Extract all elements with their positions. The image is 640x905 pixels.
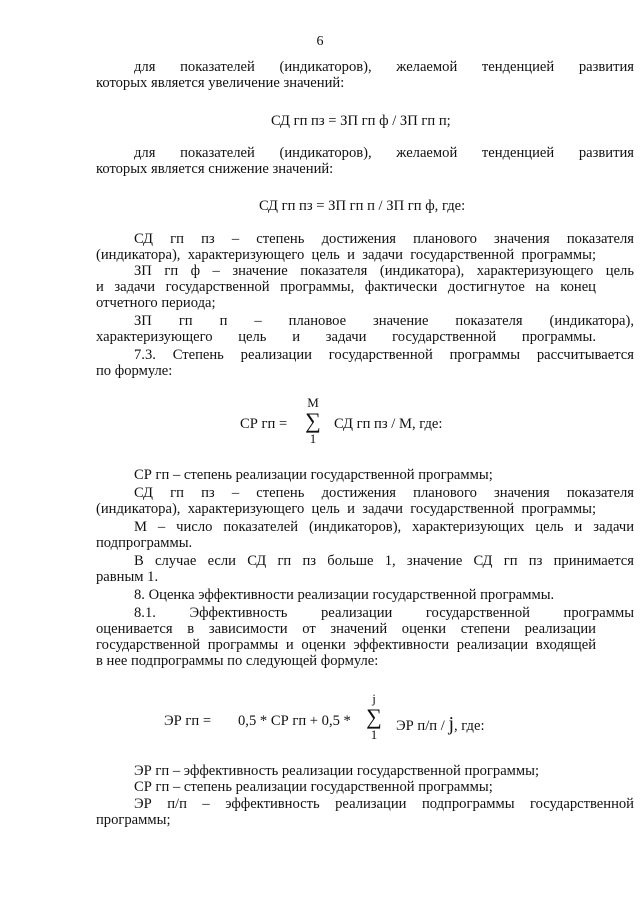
formula-sr-right: СД гп пз / М, где: [334,416,443,432]
paragraph-line: для показателей (индикаторов), желаемой тенденцией развития [134,59,634,75]
definition-line: СР гп – степень реализации государственной программы; [134,467,493,483]
formula-er-tail: , где: [454,718,485,734]
section-8-1-line: в нее подпрограммы по следующей формуле: [96,653,379,669]
definition-line: ЭР п/п – эффективность реализации подпрограммы государственной [134,796,634,812]
definition-line: ЭР гп – эффективность реализации государственной программы; [134,763,539,779]
formula-sr-left: СР гп = [240,416,288,432]
section-8-1-line: государственной программы и оценки эффективности реализации входящей [96,637,596,653]
definition-line: программы; [96,812,171,828]
definition-line: и задачи государственной программы, фактически достигнутое на конец [96,279,596,295]
sigma-symbol: ∑ [305,408,321,433]
paragraph-line: для показателей (индикаторов), желаемой тенденцией развития [134,145,634,161]
definition-line: ЗП гп ф – значение показателя (индикатора), характеризующего цель [134,263,634,279]
definition-line: М – число показателей (индикаторов), характеризующих цель и задачи [134,519,634,535]
summation-lower: 1 [309,431,317,446]
formula-er-middle: 0,5 * СР гп + 0,5 * [238,713,351,729]
page-number: 6 [316,34,324,49]
formula-er-right [396,713,485,736]
definition-line: СД гп пз – степень достижения планового значения показателя [134,231,634,247]
definition-line: СД гп пз – степень достижения планового значения показателя [134,485,634,501]
definition-line: характеризующего цель и задачи государственной программы. [96,329,596,345]
sigma-symbol: ∑ [366,704,382,729]
definition-line: (индикатора), характеризующего цель и задачи государственной программы; [96,247,596,263]
condition-line: В случае если СД гп пз больше 1, значение СД гп пз принимается [134,553,634,569]
section-7-3-line: 7.3. Степень реализации государственной программы рассчитывается [134,347,634,363]
formula-decrease: СД гп пз = ЗП гп п / ЗП гп ф, где: [259,198,466,214]
condition-line: равным 1. [96,569,159,585]
formula-er-j: j [448,713,454,735]
summation-upper: j [372,691,376,706]
definition-line: отчетного периода; [96,295,216,311]
summation-upper: M [307,395,319,410]
definition-line: (индикатора), характеризующего цель и задачи государственной программы; [96,501,596,517]
definition-line: ЗП гп п – плановое значение показателя (индикатора), [134,313,634,329]
paragraph-line: которых является увеличение значений: [96,75,345,91]
summation [300,396,326,446]
summation-lower: 1 [370,727,378,742]
formula-increase: СД гп пз = ЗП гп ф / ЗП гп п; [271,113,451,129]
formula-er-left: ЭР гп = [164,713,212,729]
formula-er-term: ЭР п/п / [396,718,445,734]
summation [361,692,387,742]
paragraph-line: которых является снижение значений: [96,161,334,177]
section-7-3-line: по формуле: [96,363,173,379]
definition-line: подпрограммы. [96,535,193,551]
section-8-heading: 8. Оценка эффективности реализации государственной программы. [134,587,555,603]
definition-line: СР гп – степень реализации государственной программы; [134,779,493,795]
section-8-1-line: 8.1. Эффективность реализации государственной программы [134,605,634,621]
section-8-1-line: оценивается в зависимости от значений оценки степени реализации [96,621,596,637]
